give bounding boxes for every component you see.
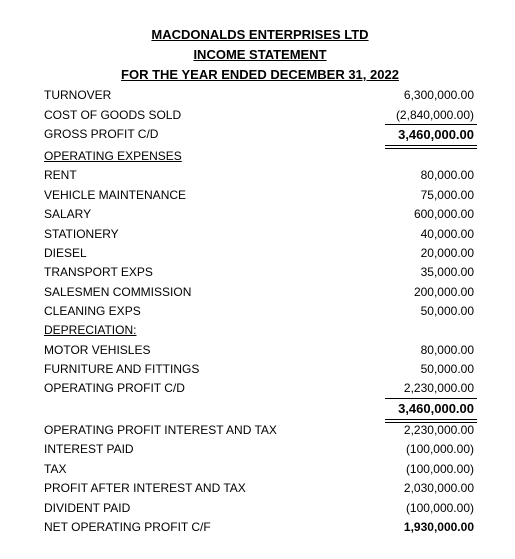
expense-label: SALESMEN COMMISSION [44, 285, 192, 299]
expense-row [0, 302, 515, 321]
row-cost-of-goods-sold [0, 106, 515, 125]
expense-row [0, 225, 515, 244]
appropriation-label: DIVIDENT PAID [44, 501, 131, 515]
operating-profit-label: OPERATING PROFIT C/D [44, 381, 185, 395]
net-profit-amount: 1,930,000.00 [403, 520, 474, 534]
double-rule-top [385, 419, 477, 420]
appropriation-label: INTEREST PAID [44, 442, 134, 456]
expense-row [0, 283, 515, 302]
appropriation-row [0, 440, 515, 459]
row-balance-total [0, 399, 515, 418]
appropriation-amount: (100,000.00) [405, 501, 474, 515]
row-operating-profit [0, 379, 515, 398]
depreciation-amount: 50,000.00 [420, 362, 474, 376]
row-operating-expenses-heading [0, 147, 515, 166]
depreciation-label: FURNITURE AND FITTINGS [44, 362, 200, 376]
depreciation-row [0, 341, 515, 360]
expense-amount: 75,000.00 [420, 188, 474, 202]
depreciation-heading: DEPRECIATION: [44, 323, 137, 337]
expense-amount: 20,000.00 [420, 246, 474, 260]
expense-row [0, 166, 515, 185]
statement-period: FOR THE YEAR ENDED DECEMBER 31, 2022 [121, 67, 399, 82]
appropriation-label: PROFIT AFTER INTEREST AND TAX [44, 481, 246, 495]
appropriation-label: TAX [44, 462, 67, 476]
expense-amount: 35,000.00 [420, 265, 474, 279]
gross-profit-amount: 3,460,000.00 [398, 127, 474, 142]
cogs-label: COST OF GOODS SOLD [44, 108, 182, 122]
expense-label: VEHICLE MAINTENANCE [44, 188, 187, 202]
statement-title: INCOME STATEMENT [193, 47, 327, 62]
operating-expenses-heading: OPERATING EXPENSES [44, 149, 182, 163]
expense-amount: 40,000.00 [420, 227, 474, 241]
net-profit-label: NET OPERATING PROFIT C/F [44, 520, 211, 534]
expense-label: STATIONERY [44, 227, 119, 241]
expense-amount: 600,000.00 [413, 207, 474, 221]
appropriation-amount: 2,230,000.00 [403, 423, 474, 437]
depreciation-amount: 80,000.00 [420, 343, 474, 357]
expense-row [0, 263, 515, 282]
depreciation-row [0, 360, 515, 379]
expense-label: RENT [44, 168, 77, 182]
expense-amount: 200,000.00 [413, 285, 474, 299]
row-depreciation-heading [0, 321, 515, 340]
row-gross-profit [0, 125, 515, 144]
company-name: MACDONALDS ENTERPRISES LTD [151, 27, 369, 42]
expense-amount: 50,000.00 [420, 304, 474, 318]
appropriation-amount: (100,000.00) [405, 442, 474, 456]
row-turnover [0, 86, 515, 105]
turnover-label: TURNOVER [44, 88, 112, 102]
balance-total-amount: 3,460,000.00 [398, 401, 474, 416]
depreciation-label: MOTOR VEHISLES [44, 343, 151, 357]
appropriation-row [0, 460, 515, 479]
appropriation-row [0, 421, 515, 440]
appropriation-label: OPERATING PROFIT INTEREST AND TAX [44, 423, 277, 437]
expense-label: CLEANING EXPS [44, 304, 141, 318]
cogs-amount: (2,840,000.00) [395, 108, 474, 122]
expense-row [0, 205, 515, 224]
appropriation-amount: 2,030,000.00 [403, 481, 474, 495]
expense-label: DIESEL [44, 246, 87, 260]
gross-profit-label: GROSS PROFIT C/D [44, 127, 159, 141]
appropriation-row [0, 479, 515, 498]
expense-amount: 80,000.00 [420, 168, 474, 182]
expense-row [0, 186, 515, 205]
row-net-profit [0, 518, 515, 537]
double-rule-top [385, 145, 477, 146]
expense-row [0, 244, 515, 263]
turnover-amount: 6,300,000.00 [403, 88, 474, 102]
expense-label: SALARY [44, 207, 92, 221]
appropriation-row [0, 499, 515, 518]
appropriation-amount: (100,000.00) [405, 462, 474, 476]
operating-profit-amount: 2,230,000.00 [403, 381, 474, 395]
expense-label: TRANSPORT EXPS [44, 265, 153, 279]
